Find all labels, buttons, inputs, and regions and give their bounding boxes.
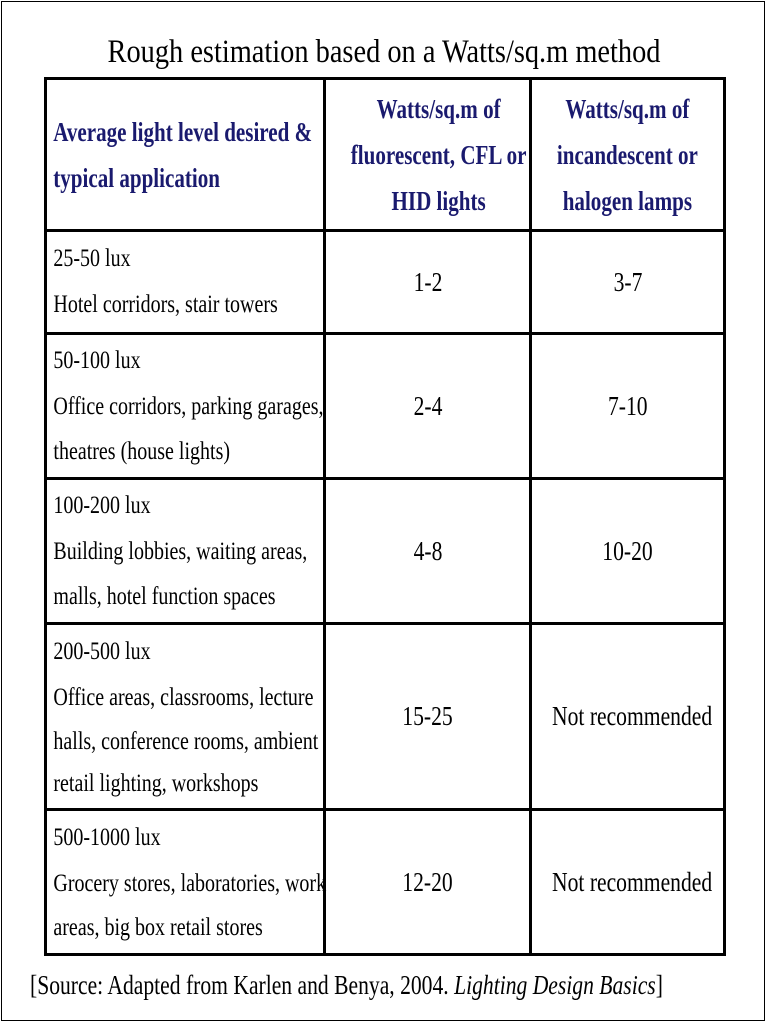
lux-level: 50-100 lux <box>53 347 141 374</box>
incandescent-value: 10-20 <box>531 479 725 624</box>
application-line: Office corridors, parking garages, <box>53 393 324 420</box>
incandescent-value: 7-10 <box>531 334 725 479</box>
header-incandescent <box>531 79 725 231</box>
application-line: Hotel corridors, stair towers <box>53 291 278 318</box>
lux-level: 25-50 lux <box>53 245 131 272</box>
lux-level: 500-1000 lux <box>53 824 161 851</box>
light-level-cell <box>46 810 325 955</box>
table-row <box>46 479 725 624</box>
light-level-cell <box>46 479 325 624</box>
lighting-table <box>44 77 726 956</box>
lux-level: 200-500 lux <box>53 637 151 665</box>
light-level-cell <box>46 334 325 479</box>
table-row <box>46 624 725 810</box>
header-light-level <box>46 79 325 231</box>
application-line: malls, hotel function spaces <box>53 583 276 610</box>
fluorescent-value: 1-2 <box>325 231 531 334</box>
light-level-cell <box>46 231 325 334</box>
application-line: retail lighting, workshops <box>53 769 259 797</box>
application-line: theatres (house lights) <box>53 438 231 465</box>
lux-level: 100-200 lux <box>53 492 151 519</box>
table-row <box>46 810 725 955</box>
table-row <box>46 231 725 334</box>
application-line: Office areas, classrooms, lecture <box>53 683 314 711</box>
header-line: HID lights <box>391 185 486 216</box>
application-line: Building lobbies, waiting areas, <box>53 538 308 565</box>
header-line: Average light level desired & <box>53 116 313 147</box>
header-line: Watts/sq.m of <box>565 93 690 124</box>
incandescent-value: Not recommended <box>531 810 725 955</box>
header-line: typical application <box>53 162 220 193</box>
table-row <box>46 334 725 479</box>
application-line: halls, conference rooms, ambient <box>53 727 319 755</box>
fluorescent-value: 2-4 <box>325 334 531 479</box>
source-suffix: ] <box>655 970 663 1000</box>
application-line: Grocery stores, laboratories, work <box>53 870 327 897</box>
source-book-title: Lighting Design Basics <box>454 970 656 1000</box>
header-line: fluorescent, CFL or <box>350 139 527 170</box>
source-citation <box>30 962 663 1008</box>
incandescent-value: 3-7 <box>531 231 725 334</box>
fluorescent-value: 4-8 <box>325 479 531 624</box>
header-line: halogen lamps <box>562 185 693 216</box>
light-level-cell <box>46 624 325 810</box>
source-prefix: [Source: Adapted from Karlen and Benya, 2004. <box>30 970 455 1000</box>
fluorescent-value: 15-25 <box>325 624 531 810</box>
page-title: Rough estimation based on a Watts/sq.m method <box>107 34 661 70</box>
application-line: areas, big box retail stores <box>53 914 263 941</box>
table-header-row <box>46 79 725 231</box>
header-line: Watts/sq.m of <box>376 93 501 124</box>
header-fluorescent <box>325 79 531 231</box>
fluorescent-value: 12-20 <box>325 810 531 955</box>
incandescent-value: Not recommended <box>531 624 725 810</box>
header-line: incandescent or <box>557 139 698 170</box>
